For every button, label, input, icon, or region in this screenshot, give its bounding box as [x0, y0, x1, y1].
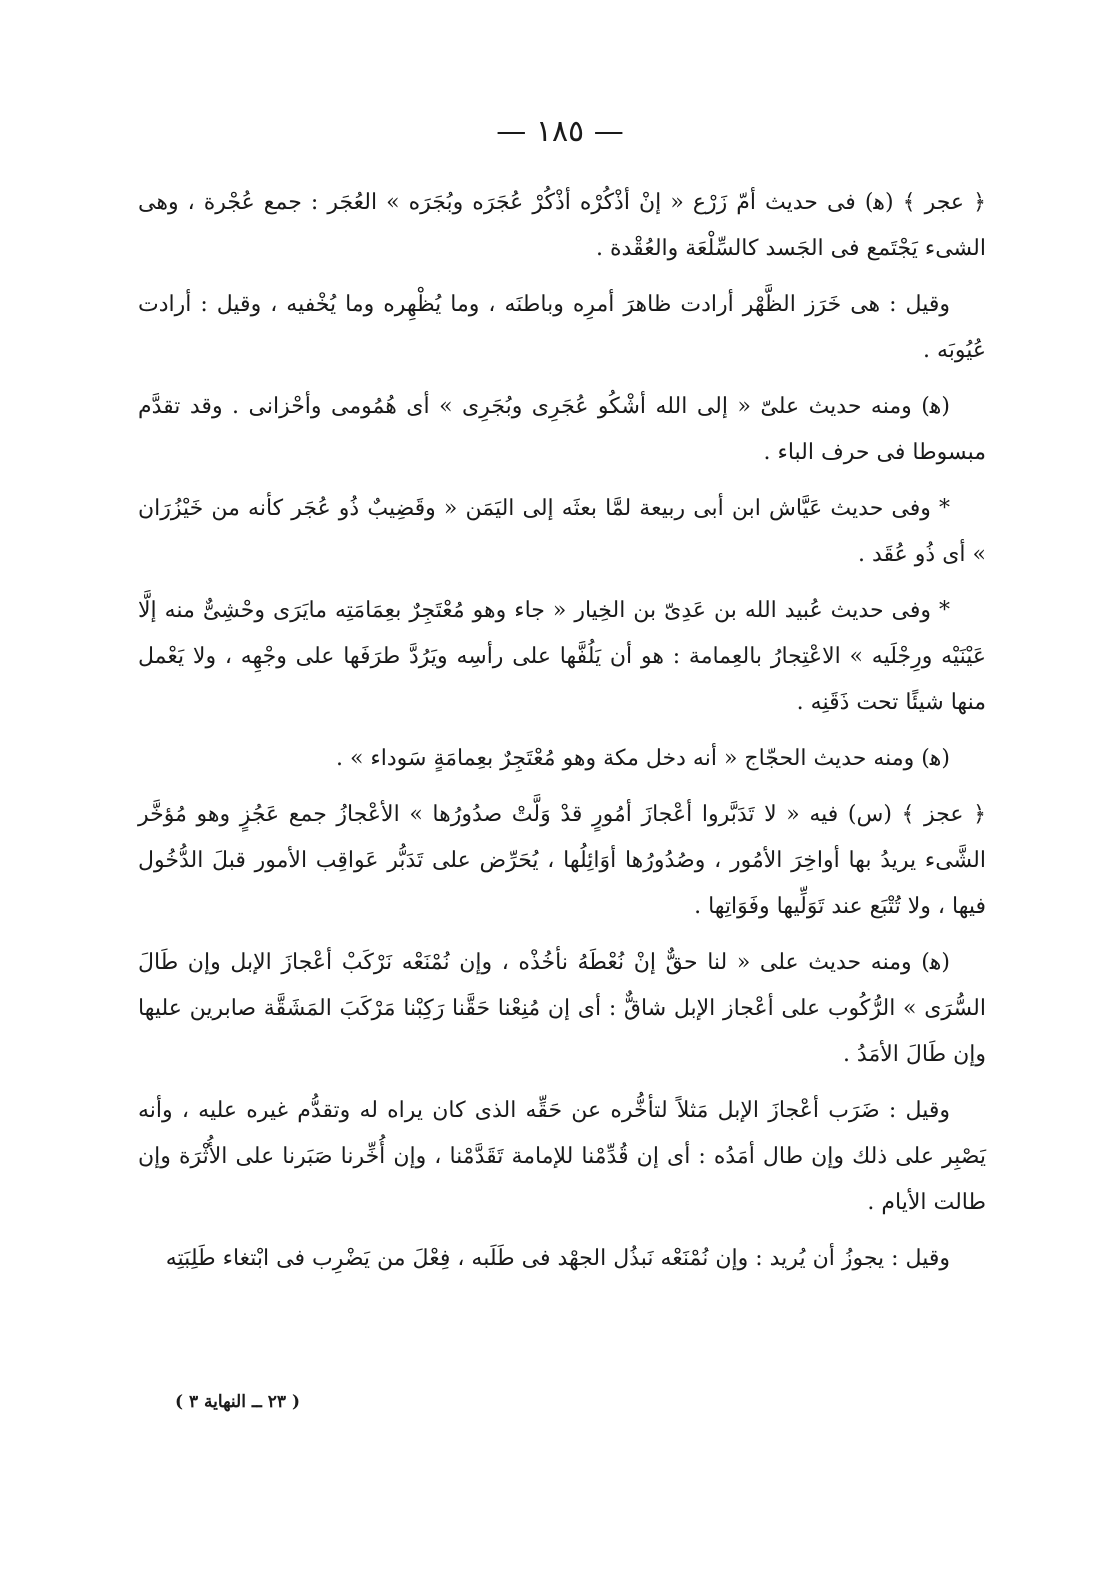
paragraph: وقيل : يجوزُ أن يُريد : وإن نُمْنَعْه نَبذُل الجهْد فى طَلَبه ، فِعْلَ من يَضْرِب فى ابْتغاء طَلِبَتِه	[165, 1246, 950, 1271]
paragraph: * وفى حديث عَيَّاش ابن أبى ربيعة لمَّا بعثَه إلى اليَمَن « وقَضِيبٌ ذُو عُجَر كأنه من خَيْزُرَان » أى ذُو عُقَد .	[138, 496, 986, 567]
main-text	[138, 180, 986, 1292]
paragraph: وقيل : ضَرَب أعْجازَ الإبل مَثلاً لتأخُّره عن حَقِّه الذى كان يراه له وتقدُّم غيره عليه ، وأنه يَصْبِر على ذلك وإن طال أمَدُه : أى إن قُدِّمْنا للإمامة تَقَدَّمْنا ، وإن أُخِّرنا صَبَرنا على الأُثْرَة وإن طالت الأيام .	[138, 1098, 986, 1215]
paragraph: (ﻫ) ومنه حديث علىّ « إلى الله أشْكُو عُجَرِى وبُجَرِى » أى هُمُومى وأحْزانى . وقد تقدَّم مبسوطا فى حرف الباء .	[138, 394, 986, 465]
signature-mark: ( ٢٣ ــ النهاية ٣ )	[175, 1392, 300, 1412]
paragraph: (ﻫ) ومنه حديث الحجّاج « أنه دخل مكة وهو مُعْتَجِرٌ بعِمامَةٍ سَوداء » .	[335, 746, 950, 771]
page-number: — ١٨٥ —	[496, 114, 624, 149]
paragraph: وقيل : هى خَرَز الظَّهْر أرادت ظاهرَ أمرِه وباطنَه ، وما يُظْهِره وما يُخْفيه ، وقيل : أرادت عُيُوبَه .	[138, 292, 986, 363]
paragraph: (ﻫ) ومنه حديث على « لنا حقٌّ إنْ نُعْطَهُ نأخُذْه ، وإن نُمْنَعْه نَرْكَبْ أعْجازَ الإبل وإن طَالَ السُّرَى » الرُّكُوب على أعْجاز الإبل شاقٌّ : أى إن مُنِعْنا حَقَّنا رَكِبْنا مَرْكَبَ المَشَقَّة صابرين عليها وإن طَالَ الأمَدُ .	[138, 950, 986, 1067]
paragraph: ﴿ عجز ﴾ (س) فيه « لا تَدَبَّروا أعْجازَ أمُورٍ قدْ وَلَّتْ صدُورُها » الأعْجازُ جمع عَجُزٍ وهو مُؤخَّر الشَّىء يريدُ بها أواخِرَ الأمُور ، وصُدُورُها أوَائِلُها ، يُحَرِّض على تَدَبُّر عَواقِب الأمور قبلَ الدُّخُول فيها ، ولا تُتْبَع عند تَوَلِّيها وفَوَاتِها .	[138, 802, 986, 919]
paragraph: * وفى حديث عُبيد الله بن عَدِىّ بن الخِيار « جاء وهو مُعْتَجِرٌ بعِمَامَتِه مايَرَى وحْشِىٌّ منه إلَّا عَيْنَيْه ورِجْلَيه » الاعْتِجارُ بالعِمامة : هو أن يَلُفَّها على رأسِه ويَرُدَّ طرَفَها على وجْهِه ، ولا يَعْمل منها شيئًا تحت ذَقَنِه .	[138, 598, 986, 715]
paragraph: ﴿ عجر ﴾ (ﻫ) فى حديث أمّ زَرْع « إنْ أذْكُرْه أذْكُرْ عُجَرَه وبُجَرَه » العُجَر : جمع عُجْرة ، وهى الشىء يَجْتَمع فى الجَسد كالسِّلْعَة والعُقْدة .	[138, 190, 986, 261]
